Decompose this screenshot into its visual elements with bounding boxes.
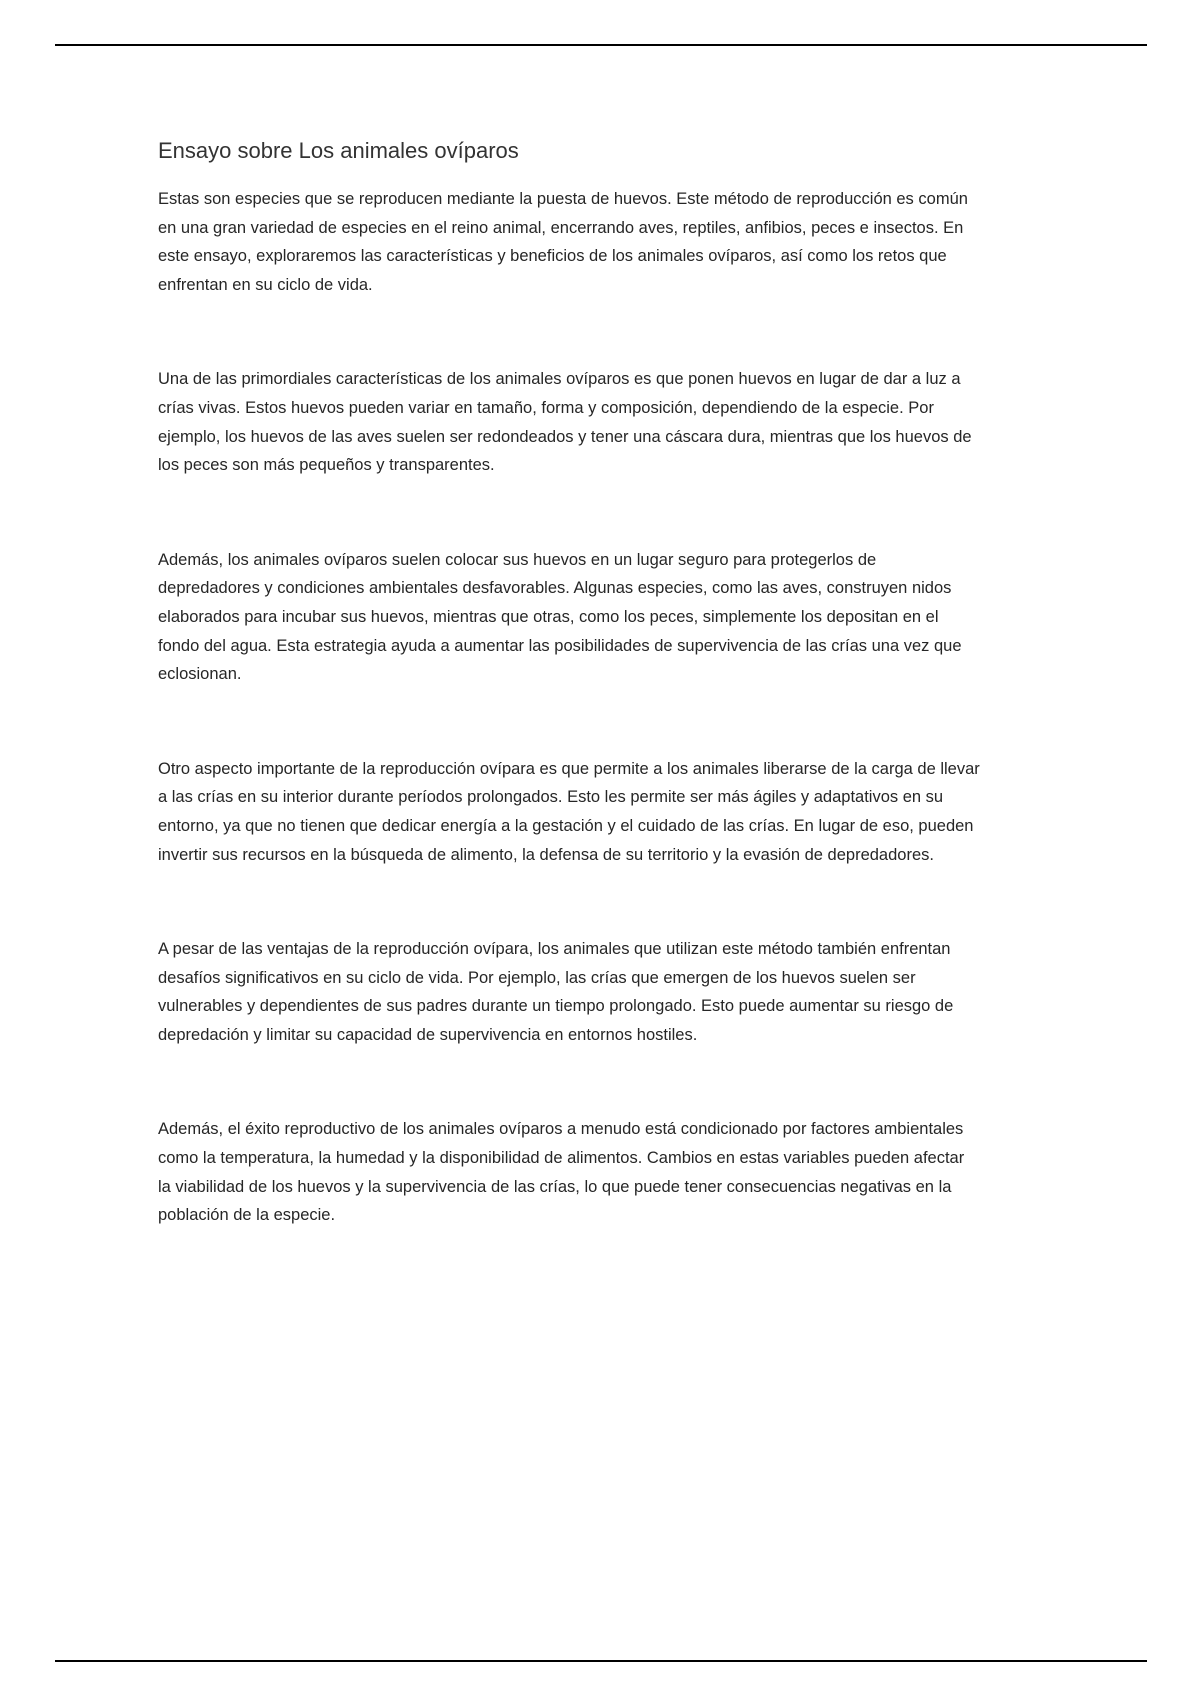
paragraph: Otro aspecto importante de la reproducción ovípara es que permite a los animales liberarse de la carga de llevar a las crías en su interior durante períodos prolongados. Esto les permite ser más ágiles y adaptativos en su entorno, ya que no tienen que dedicar energía a la gestación y el cuidado de las crías. En lugar de eso, pueden invertir sus recursos en la búsqueda de alimento, la defensa de su territorio y la evasión de depredadores.: [158, 759, 980, 864]
paragraph: A pesar de las ventajas de la reproducción ovípara, los animales que utilizan este método también enfrentan desafíos significativos en su ciclo de vida. Por ejemplo, las crías que emergen de los huevos suelen ser vulnerables y dependientes de sus padres durante un tiempo prolongado. Esto puede aumentar su riesgo de depredación y limitar su capacidad de supervivencia en entornos hostiles.: [158, 940, 954, 1044]
paragraph: Estas son especies que se reproducen mediante la puesta de huevos. Este método de reproducción es común en una gran variedad de especies en el reino animal, encerrando aves, reptiles, anfibios, peces e insectos. En este ensayo, exploraremos las características y beneficios de los animales ovíparos, así como los retos que enfrentan en su ciclo de vida.: [158, 190, 968, 294]
paragraph: Además, los animales ovíparos suelen colocar sus huevos en un lugar seguro para protegerlos de depredadores y condiciones ambientales desfavorables. Algunas especies, como las aves, construyen nidos elaborados para incubar sus huevos, mientras que otras, como los peces, simplemente los depositan en el fondo del agua. Esta estrategia ayuda a aumentar las posibilidades de supervivencia de las crías una vez que eclosionan.: [158, 550, 962, 684]
document-content: [158, 136, 980, 1230]
paragraph: Además, el éxito reproductivo de los animales ovíparos a menudo está condicionado por factores ambientales como la temperatura, la humedad y la disponibilidad de alimentos. Cambios en estas variables pueden afectar la viabilidad de los huevos y la supervivencia de las crías, lo que puede tener consecuencias negativas en la población de la especie.: [158, 1120, 965, 1225]
document-title: Ensayo sobre Los animales ovíparos: [158, 138, 519, 163]
paragraph: Una de las primordiales características de los animales ovíparos es que ponen huevos en lugar de dar a luz a crías vivas. Estos huevos pueden variar en tamaño, forma y composición, dependiendo de la especie. Por ejemplo, los huevos de las aves suelen ser redondeados y tener una cáscara dura, mientras que los huevos de los peces son más pequeños y transparentes.: [158, 370, 972, 475]
page-bottom-rule: [55, 1660, 1147, 1662]
page-top-rule: [55, 44, 1147, 46]
